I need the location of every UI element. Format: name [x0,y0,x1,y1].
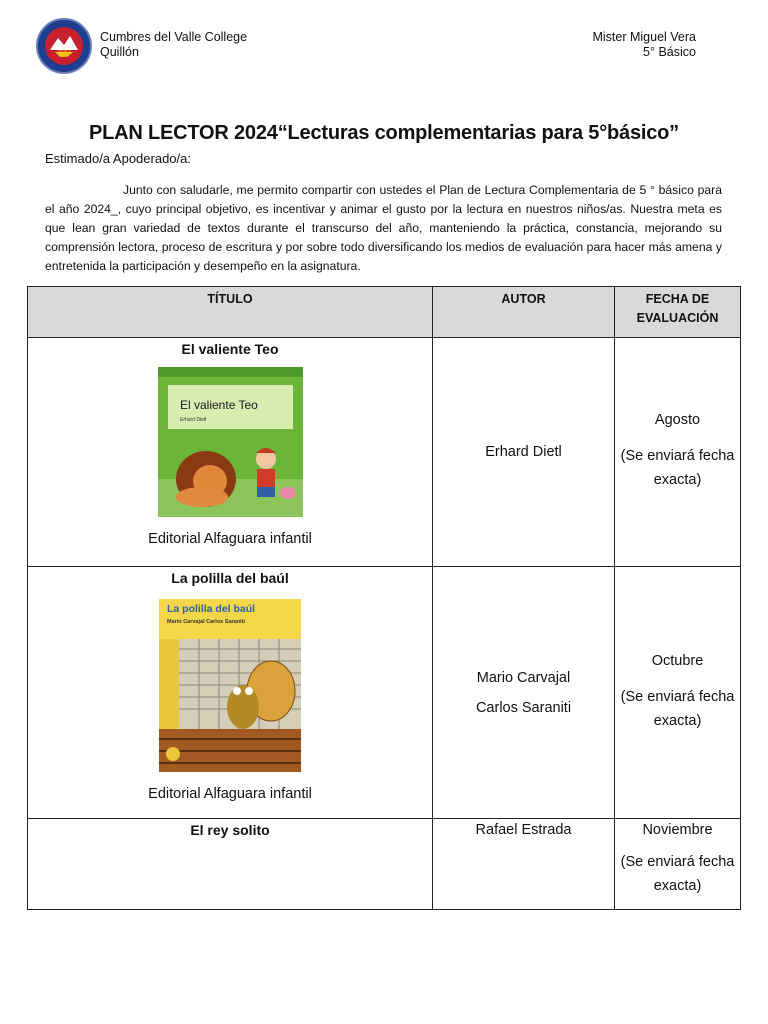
book-title: La polilla del baúl [171,570,289,586]
header-date-text: FECHA DE EVALUACIÓN [636,292,719,325]
cover-title: El valiente Teo [179,398,258,412]
cover-title: La polilla del baúl [167,603,256,615]
school-crest-logo [36,14,92,78]
header-date [615,287,741,338]
author-name: Mario Carvajal [476,669,571,686]
author-cell [433,819,615,910]
evaluation-month: Octubre [651,652,704,669]
book-publisher: Editorial Alfaguara infantil [148,786,312,802]
date-cell [615,567,741,819]
book-cover-image [158,367,303,517]
date-cell [615,819,741,910]
header-author: AUTOR [433,287,615,338]
svg-text:CV: CV [57,49,71,59]
school-name: Cumbres del Valle College [100,30,248,44]
intro-paragraph [45,181,722,276]
evaluation-note: (Se enviará fecha exacta) [620,688,735,729]
date-cell [615,338,741,567]
book-cell [28,567,433,819]
book-cover-image [159,599,301,772]
author-cell [433,338,615,567]
table-row [28,819,741,910]
school-city: Quillón [100,45,139,59]
document-header [36,14,696,82]
evaluation-note: (Se enviará fecha exacta) [620,854,735,894]
book-cell [28,819,433,910]
table-row [28,338,741,567]
header-title: TÍTULO [28,287,433,338]
book-cell [28,338,433,567]
greeting: Estimado/a Apoderado/a: [45,151,191,166]
intro-text: Junto con saludarle, me permito compartir con ustedes el Plan de Lectura Complementaria de 5 ° básico para el año 2024_, cuyo principal objetivo, es incentivar y animar el gusto por la lectura en nuestros niños/as. Nuestra meta es que lean gran variedad de textos durante el transcurso del año, manteniendo la práctica, constancia, mejorando su comprensión lectora, proceso de escritura y por sobre todo diversificando los medios de evaluación para hacer más amena y entretenida la participación y desempeño en la asignatura. [45,183,722,273]
teacher-name: Mister Miguel Vera [592,30,696,44]
author-name: Carlos Saraniti [475,699,572,716]
author-name: Rafael Estrada [475,822,572,838]
page-title: PLAN LECTOR 2024“Lecturas complementarias para 5°básico” [89,122,679,144]
reading-plan-table [27,286,741,910]
grade-label: 5° Básico [643,45,696,59]
evaluation-month: Agosto [654,412,701,428]
author-name: Erhard Dietl [485,444,562,460]
book-publisher: Editorial Alfaguara infantil [148,531,312,547]
table-row [28,567,741,819]
cover-author: Erhard Dietl [179,417,206,423]
evaluation-month: Noviembre [642,822,713,838]
book-title: El valiente Teo [181,341,279,357]
table-header-row [28,287,741,338]
book-title: El rey solito [190,822,270,838]
cover-author: Mario Carvajal Carlos Saraniti [167,619,245,625]
evaluation-note: (Se enviará fecha exacta) [620,448,735,488]
author-cell [433,567,615,819]
